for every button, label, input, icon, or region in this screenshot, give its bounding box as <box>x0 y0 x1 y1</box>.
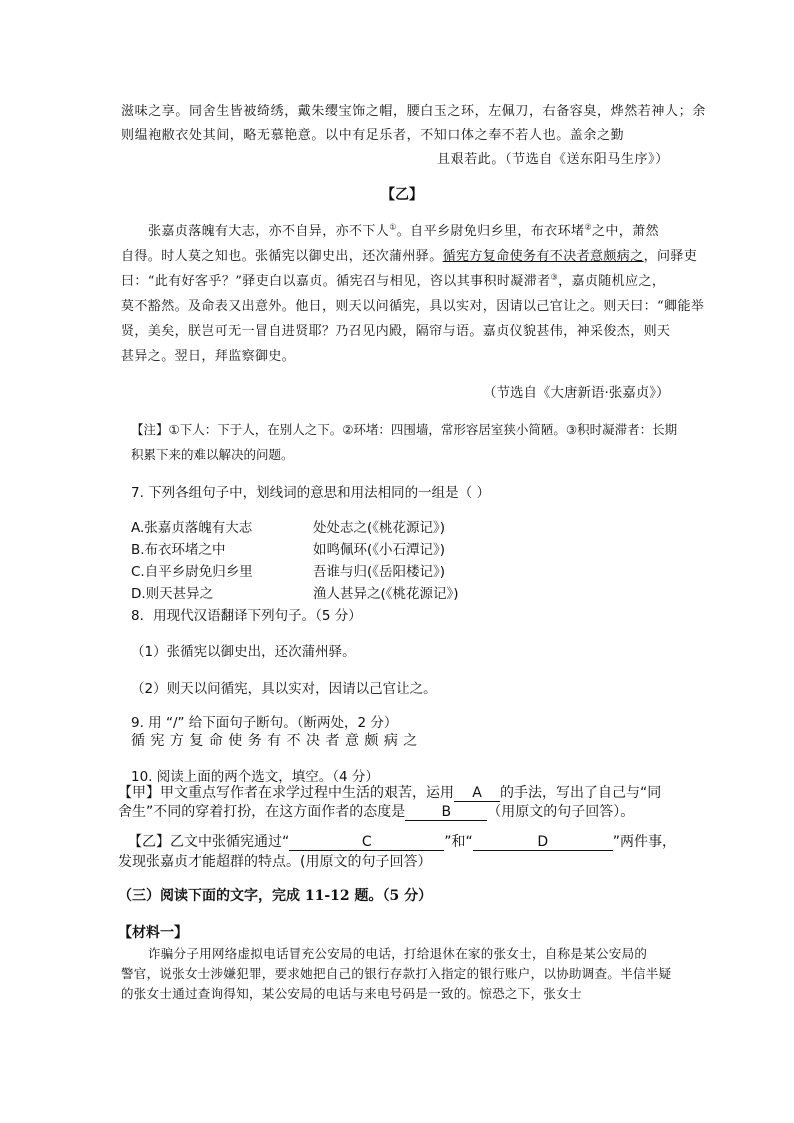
question-9-stem: 9. 用 “/” 给下面句子断句。（断两处，2 分） <box>131 715 398 731</box>
passage-yi-line: 自得。时人莫之知也。张循宪以御史出，还次蒲州驿。循宪方复命使务有不决者意颇病之，问驿吏 <box>121 249 698 264</box>
q10-jia-line: 舍生”不同的穿着打扮，在这方面作者的态度是 B （用原文的句子回答）。 <box>118 804 635 820</box>
q7-option-left: B.布衣环堵之中 <box>131 542 226 558</box>
passage-yi-line: 甚异之。翌日，拜监察御史。 <box>121 349 296 364</box>
passage-jia-line: 且艰若此。（节选自《送东阳马生序》） <box>437 152 669 167</box>
q10-jia-line: 【甲】甲文重点写作者在求学过程中生活的艰苦，运用 A 的手法，写出了自己与“同 <box>118 785 662 801</box>
notes-line: 积累下来的难以解决的问题。 <box>131 447 294 462</box>
q7-option-right: 渔人甚异之(《桃花源记》) <box>313 586 459 602</box>
notes-line: 【注】①下人：下于人，在别人之下。②环堵：四围墙，常形容居室狭小简陋。③积时凝滞者：长期 <box>131 422 678 437</box>
passage-yi-heading: 【乙】 <box>381 187 423 203</box>
q7-option-left: A.张嘉贞落魄有大志 <box>131 520 253 536</box>
footnote-marker: ① <box>389 222 397 232</box>
q8-item: （2）则天以问循宪，具以实对，因请以己官让之。 <box>131 681 437 697</box>
passage-jia-line: 则缊袍敝衣处其间，略无慕艳意。以中有足乐者，不知口体之奉不若人也。盖余之勤 <box>121 128 625 143</box>
passage-yi-line: 贤，美矣，朕岂可无一冒自进贤耶？乃召见内殿，隔帘与语。嘉贞仪貌甚伟，神采俊杰，则天 <box>121 324 671 339</box>
q7-option-left: D.则天甚异之 <box>131 586 214 602</box>
q10-yi-line: 【乙】乙文中张循宪通过“ C ”和“ D ”两件事， <box>128 834 677 850</box>
footnote-marker: ③ <box>550 272 559 282</box>
section-3-heading: （三）阅读下面的文字，完成 11-12 题。（5 分） <box>118 888 433 904</box>
answer-blank-a[interactable]: A <box>454 785 500 802</box>
q9-sentence: 循 宪 方 复 命 使 务 有 不 决 者 意 颇 病 之 <box>131 733 418 749</box>
underlined-sentence: 循宪方复命使务有不决者意颇病之 <box>442 249 644 264</box>
q7-option-left: C.自平乡尉免归乡里 <box>131 564 253 580</box>
q7-option-right: 吾谁与归(《岳阳楼记》) <box>313 564 446 580</box>
question-10-stem: 10. 阅读上面的两个选文，填空。（4 分） <box>131 769 379 785</box>
answer-blank-b[interactable]: B <box>405 804 487 821</box>
material-line: 诈骗分子用网络虚拟电话冒充公安局的电话，打给退休在家的张女士，自称是某公安局的 <box>148 946 648 961</box>
q10-yi-line: 发现张嘉贞才能超群的特点。(用原文的句子回答） <box>118 854 432 870</box>
q7-option-right: 如鸣佩环(《小石潭记》) <box>313 542 446 558</box>
passage-yi-line: 曰：“此有好客乎？”驿吏白以嘉贞。循宪召与相见，咨以其事积时凝滞者③，嘉贞随机应之， <box>121 272 666 289</box>
passage-yi-line: 张嘉贞落魄有大志，亦不自异，亦不下人①。自平乡尉免归乡里，布衣环堵②之中，萧然 <box>148 222 659 239</box>
answer-blank-d[interactable]: D <box>473 834 613 851</box>
material-line: 的张女士通过查询得知，某公安局的电话与来电号码是一致的。惊恐之下，张女士 <box>121 986 582 1001</box>
question-8-stem: 8．用现代汉语翻译下列句子。（5 分） <box>131 608 362 624</box>
answer-blank-c[interactable]: C <box>289 834 444 851</box>
q7-option-right: 处处志之(《桃花源记》) <box>313 520 446 536</box>
passage-yi-source: （节选自《大唐新语·张嘉贞》） <box>483 385 670 401</box>
question-7-stem: 7. 下列各组句子中，划线词的意思和用法相同的一组是（ ） <box>131 485 490 501</box>
q8-item: （1）张循宪以御史出，还次蒲州驿。 <box>131 644 356 660</box>
passage-yi-line: 莫不豁然。及命表又出意外。他日，则天以问循宪，具以实对，因请以己官让之。则天曰：“卿能举 <box>121 299 705 314</box>
material-1-label: 【材料一】 <box>118 925 188 941</box>
material-line: 警官，说张女士涉嫌犯罪，要求她把自己的银行存款打入指定的银行账户，以协助调查。半信半疑 <box>121 966 672 981</box>
passage-jia-line: 滋味之享。同舍生皆被绮绣，戴朱缨宝饰之帽，腰白玉之环，左佩刀，右备容臭，烨然若神人；余 <box>121 104 706 119</box>
footnote-marker: ② <box>584 222 592 232</box>
